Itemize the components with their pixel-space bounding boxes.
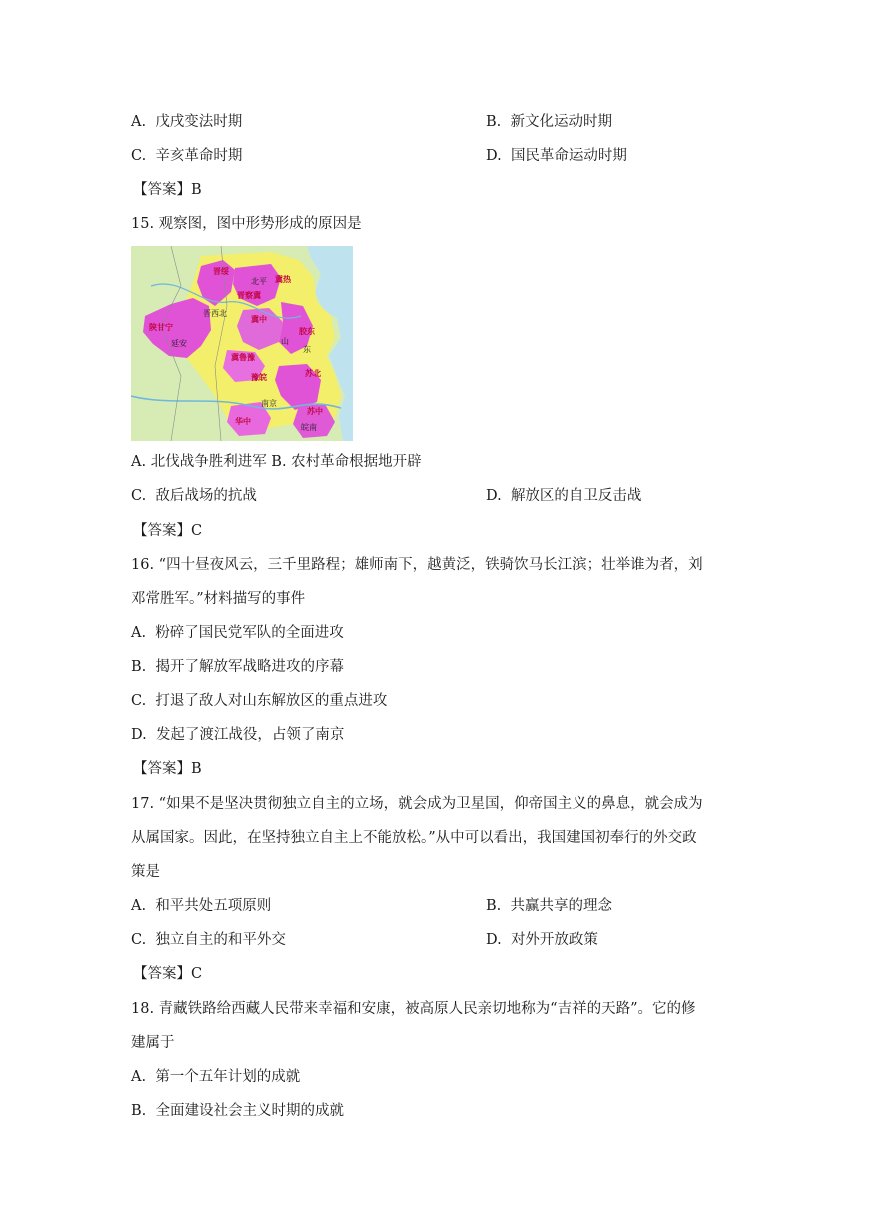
option-text: 对外开放政策: [510, 932, 598, 948]
option-text: 独立自主的和平外交: [155, 932, 286, 948]
q18-stem-line2: 建属于: [131, 1035, 175, 1051]
option-text: 粉碎了国民党军队的全面进攻: [155, 625, 344, 641]
map-label-beiping: 北平: [251, 277, 267, 286]
option-key: B.: [486, 898, 502, 914]
map-label-suzhong: 苏中: [307, 407, 323, 416]
map-label-jire: 冀热: [275, 275, 291, 284]
option-text: 发起了渡江战役，占领了南京: [155, 727, 345, 743]
option-key: B.: [486, 114, 502, 130]
q17-stem-line2: 从属国家。因此，在坚持独立自主上不能放松。”从中可以看出，我国建国初奉行的外交政: [131, 830, 697, 846]
option-key: B.: [131, 659, 147, 675]
option-text: 打退了敌人对山东解放区的重点进攻: [155, 693, 388, 709]
option-key: D.: [486, 148, 502, 164]
option-text: 解放区的自卫反击战: [510, 488, 642, 504]
q17-answer: 【答案】C: [133, 966, 203, 982]
q14-option-b: [486, 112, 612, 132]
map-label-jiluyu: 冀鲁豫: [231, 353, 255, 362]
q17-option-a: [131, 896, 271, 916]
map-label-subei: 苏北: [305, 369, 321, 378]
option-text: 第一个五年计划的成就: [155, 1069, 301, 1085]
map-label-jiaodong: 胶东: [299, 327, 315, 336]
option-text: 全面建设社会主义时期的成就: [155, 1103, 344, 1119]
q16-stem-line2: 邓常胜军。”材料描写的事件: [131, 591, 306, 607]
q15-options-ab: A. 北伐战争胜利进军 B. 农村革命根据地开辟: [131, 454, 422, 470]
q16-option-b: [131, 657, 344, 677]
q15-stem: 15. 观察图，图中形势形成的原因是: [131, 216, 362, 232]
map-label-nanjing: 南京: [261, 399, 277, 408]
option-text: 共赢共享的理念: [510, 898, 612, 914]
q18-option-b: [131, 1101, 344, 1121]
option-key: D.: [486, 488, 502, 504]
q14-option-c: [131, 146, 242, 166]
option-key: C.: [131, 693, 147, 709]
map-label-jinxibei: 晋西北: [203, 309, 227, 318]
option-text: 辛亥革命时期: [155, 148, 243, 164]
q15-option-c: [131, 486, 257, 506]
q16-option-d: [131, 725, 344, 745]
map-label-huazhong: 华中: [235, 417, 251, 426]
q17-option-b: [486, 896, 612, 916]
q18-stem-line1: 18. 青藏铁路给西藏人民带来幸福和安康，被高原人民亲切地称为“吉祥的天路”。它的修: [131, 1001, 696, 1017]
option-text: 戊戌变法时期: [155, 114, 243, 130]
option-key: A.: [131, 114, 147, 130]
option-key: D.: [486, 932, 502, 948]
map-label-yanan: 延安: [171, 339, 187, 348]
map-label-wannan: 皖南: [301, 423, 317, 432]
map-label-shandong-a: 山: [281, 337, 289, 346]
base-area-map: [131, 246, 353, 441]
q17-stem-line3: 策是: [131, 864, 160, 880]
option-text: 揭开了解放军战略进攻的序幕: [155, 659, 344, 675]
q15-option-d: [486, 486, 641, 506]
option-key: C.: [131, 932, 147, 948]
q16-option-c: [131, 691, 387, 711]
option-key: C.: [131, 488, 147, 504]
q16-option-a: [131, 623, 344, 643]
q17-option-d: [486, 930, 598, 950]
option-key: A.: [131, 1069, 147, 1085]
option-text: 国民革命运动时期: [510, 148, 627, 164]
option-text: 敌后战场的抗战: [155, 488, 257, 504]
map-label-jinchaji: 晋察冀: [237, 291, 261, 300]
q14-option-a: [131, 112, 242, 132]
option-text: 和平共处五项原则: [155, 898, 272, 914]
q17-stem-line1: 17. “如果不是坚决贯彻独立自主的立场，就会成为卫星国，仰帝国主义的鼻息，就会成为: [131, 796, 703, 812]
q15-map-image: [131, 246, 353, 441]
option-key: C.: [131, 148, 147, 164]
map-label-jinsui: 晋绥: [213, 267, 229, 276]
option-key: A.: [131, 898, 147, 914]
option-key: D.: [131, 727, 147, 743]
q18-option-a: [131, 1067, 300, 1087]
map-label-jizhong: 冀中: [251, 315, 267, 324]
map-label-yuwan: 豫皖: [251, 373, 267, 382]
option-key: B.: [131, 1103, 147, 1119]
q14-answer: 【答案】B: [133, 182, 202, 198]
option-key: A.: [131, 625, 147, 641]
q15-answer: 【答案】C: [133, 523, 203, 539]
map-label-shandong-b: 东: [303, 345, 311, 354]
q17-option-c: [131, 930, 286, 950]
map-label-shaanganning: 陕甘宁: [149, 323, 173, 332]
option-text: 新文化运动时期: [510, 114, 612, 130]
q14-option-d: [486, 146, 627, 166]
q16-answer: 【答案】B: [133, 761, 202, 777]
q16-stem-line1: 16. “四十昼夜风云，三千里路程；雄师南下，越黄泛，铁骑饮马长江滨；壮举谁为者，刘: [131, 557, 703, 573]
